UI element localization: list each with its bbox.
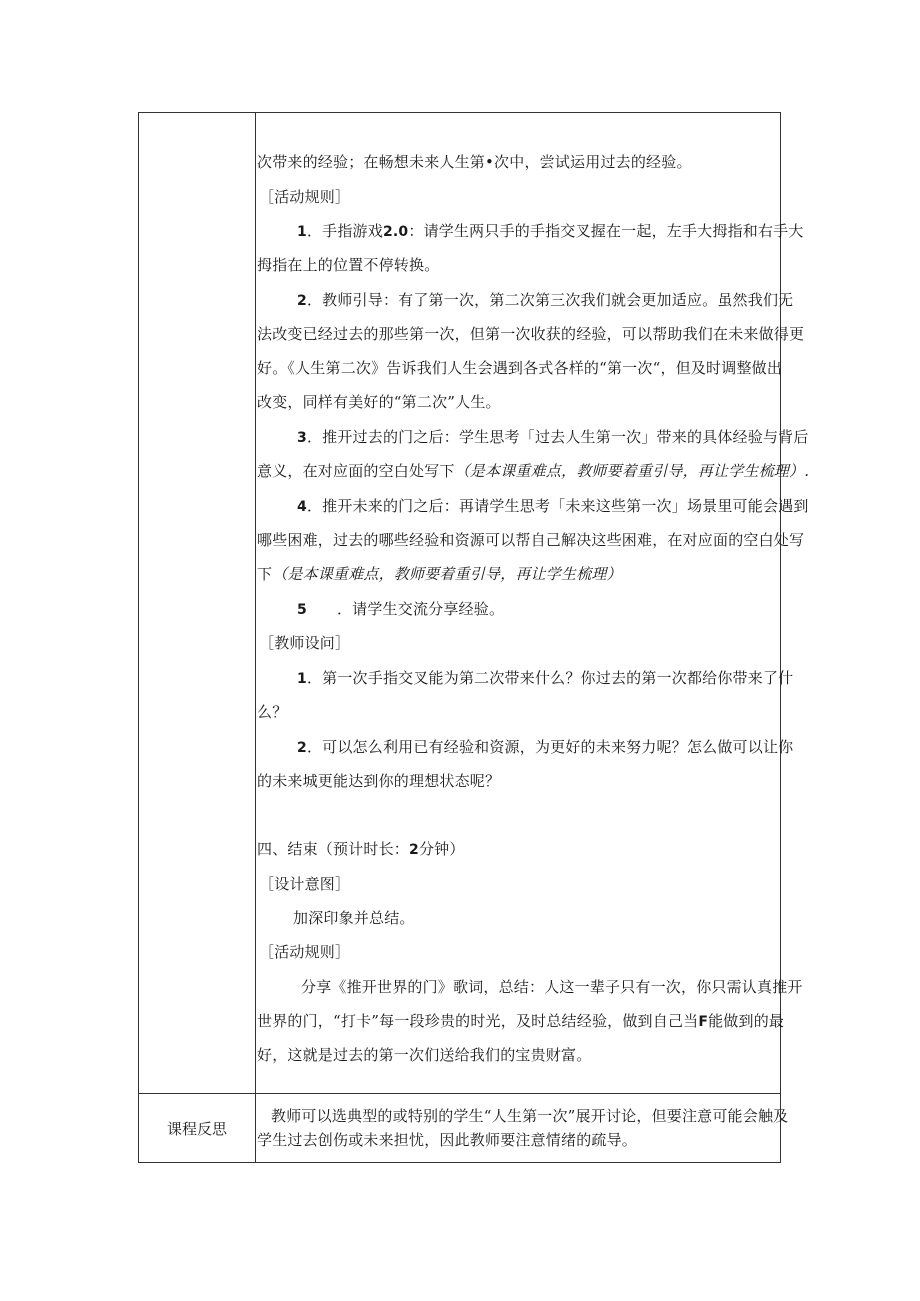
rule-4-cont: 下（是本课重难点，教师要着重引导，再让学生梳理） xyxy=(257,565,622,583)
activity-content-cell xyxy=(257,113,810,1093)
section-4-heading: 四、结束（预计时长：2分钟） xyxy=(257,840,465,858)
closing-rule-cont: 好，这就是过去的第一次们送给我们的宝贵财富。 xyxy=(257,1046,592,1064)
rule-4-cont: 哪些困难，过去的哪些经验和资源可以帮自己解决这些困难，在对应面的空白处写 xyxy=(257,531,805,549)
column-divider xyxy=(255,113,256,1162)
reflection-line: 学生过去创伤或未来担忧，因此教师要注意情绪的疏导。 xyxy=(257,1131,638,1149)
design-intent-heading: ［设计意图］ xyxy=(259,875,351,893)
rule-1: 1．手指游戏2.0：请学生两只手的手指交叉握在一起，左手大拇指和右手大 xyxy=(297,222,804,240)
rule-1-cont: 拇指在上的位置不停转换。 xyxy=(257,256,440,274)
rule-2-cont: 好。《人生第二次》告诉我们人生会遇到各式各样的“第一次“，但及时调整做出 xyxy=(257,359,783,377)
rule-3: 3．推开过去的门之后：学生思考「过去人生第一次」带来的具体经验与背后 xyxy=(297,428,809,446)
rule-4: 4．推开未来的门之后：再请学生思考「未来这些第一次」场景里可能会遇到 xyxy=(297,497,809,515)
rule-3-cont: 意义，在对应面的空白处写下（是本课重难点，教师要着重引导，再让学生梳理）. xyxy=(257,462,810,480)
question-2: 2．可以怎么利用已有经验和资源，为更好的未来努力呢？怎么做可以让你 xyxy=(297,738,794,756)
design-intent-text: 加深印象并总结。 xyxy=(293,909,415,927)
rule-2-cont: 法改变已经过去的那些第一次，但第一次收获的经验，可以帮助我们在未来做得更 xyxy=(257,325,805,343)
rule-5: 5 ．请学生交流分享经验。 xyxy=(297,600,505,618)
reflection-label: 课程反思 xyxy=(166,1119,227,1138)
question-2-cont: 的未来城更能达到你的理想状态呢？ xyxy=(257,772,501,790)
closing-rule-cont: 世界的门，“打卡”每一段珍贵的时光，及时总结经验，做到自己当F能做到的最 xyxy=(257,1012,785,1030)
intro-line: 次带来的经验；在畅想未来人生第•次中，尝试运用过去的经验。 xyxy=(257,153,692,171)
question-1-cont: 么？ xyxy=(257,703,288,721)
activity-rules-heading: ［活动规则］ xyxy=(259,188,351,206)
reflection-line: 教师可以选典型的或特别的学生“人生第一次”展开讨论，但要注意可能会触及 xyxy=(271,1107,789,1125)
teacher-questions-heading: ［教师设问］ xyxy=(259,634,351,652)
lesson-table xyxy=(138,112,810,1163)
rule-2: 2．教师引导：有了第一次，第二次第三次我们就会更加适应。虽然我们无 xyxy=(297,291,794,309)
question-1: 1．第一次手指交叉能为第二次带来什么？你过去的第一次都给你带来了什 xyxy=(297,669,794,687)
rule-2-cont: 改变，同样有美好的“第二次”人生。 xyxy=(257,393,501,411)
closing-rules-heading: ［活动规则］ xyxy=(259,943,351,961)
closing-rule: 分享《推开世界的门》歌词，总结：人这一辈子只有一次，你只需认真推开 xyxy=(301,978,803,996)
